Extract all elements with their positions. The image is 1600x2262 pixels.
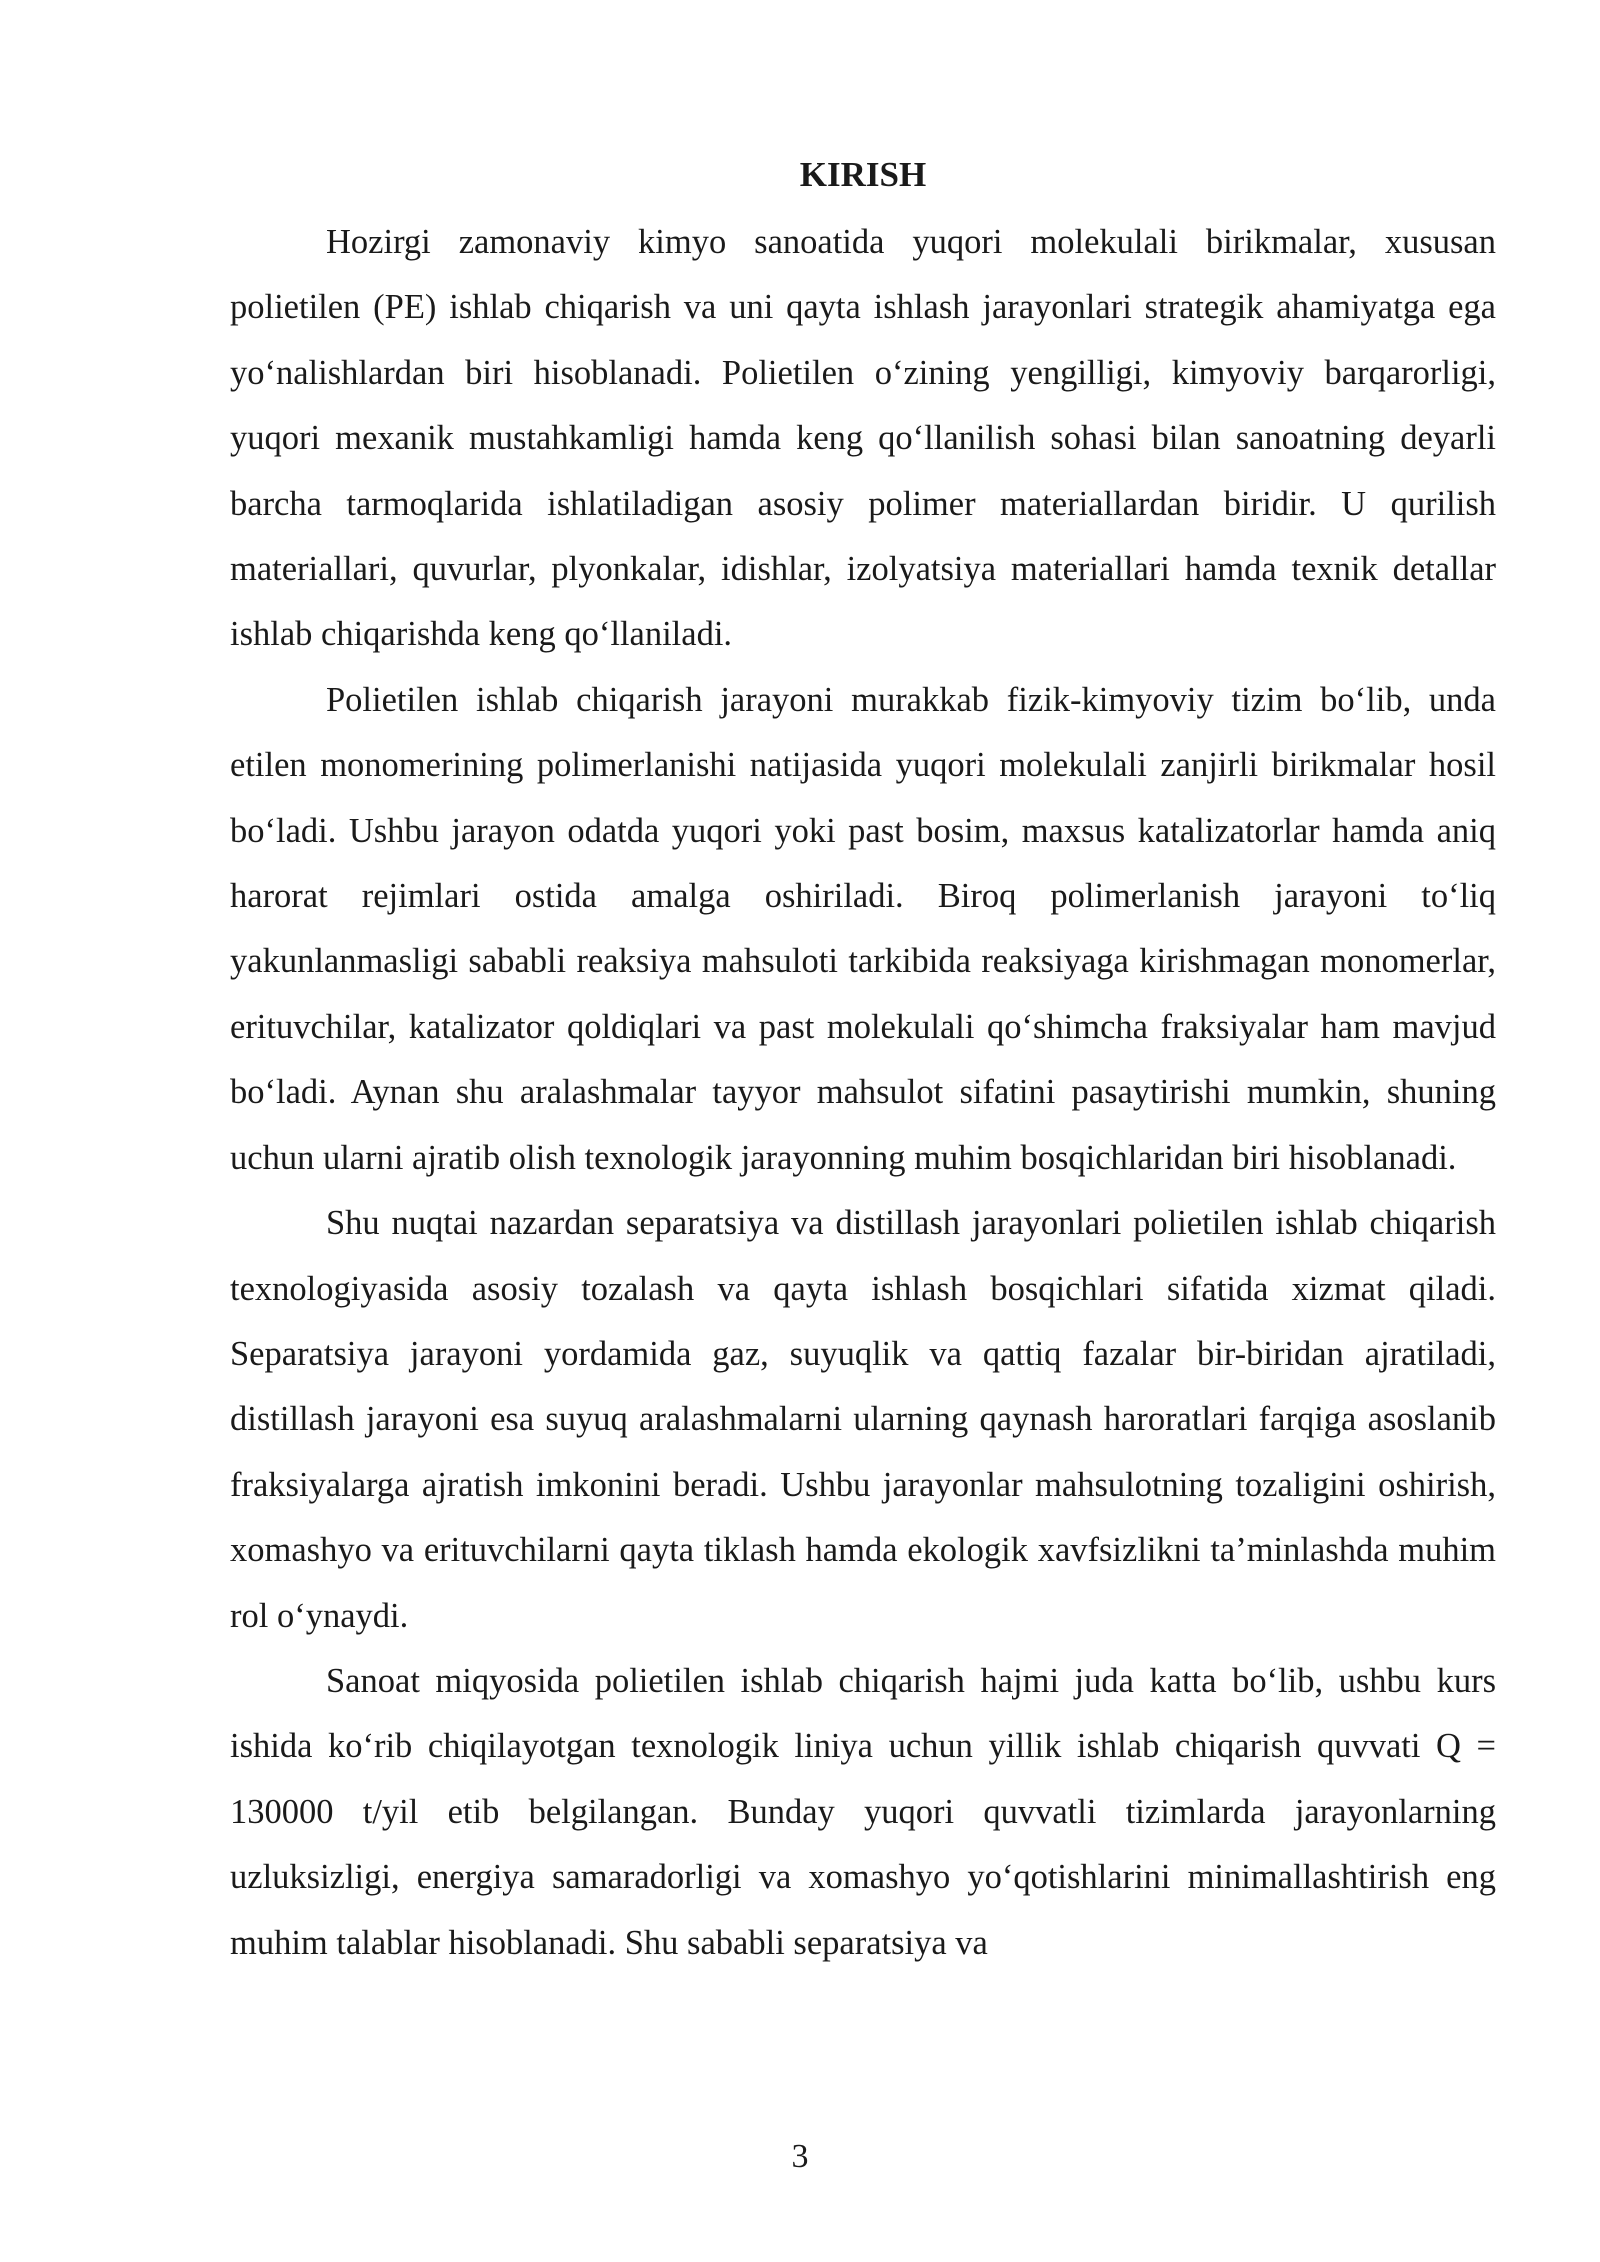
paragraph: Hozirgi zamonaviy kimyo sanoatida yuqori molekulali birikmalar, xususan polietilen (PE) ishlab chiqarish va uni qayta ishlash jarayonlari strategik ahamiyatga ega yo‘nalishlardan biri hisoblanadi. Polietilen o‘zining yengilligi, kimyoviy barqarorligi, yuqori mexanik mustahkamligi hamda keng qo‘llanilish sohasi bilan sanoatning deyarli barcha tarmoqlarida ishlatiladigan asosiy polimer materiallardan biridir. U qurilish materiallari, quvurlar, plyonkalar, idishlar, izolyatsiya materiallari hamda texnik detallar ishlab chiqarishda keng qo‘llaniladi. bbox=[230, 223, 1496, 654]
paragraph: Shu nuqtai nazardan separatsiya va distillash jarayonlari polietilen ishlab chiqarish texnologiyasida asosiy tozalash va qayta ishlash bosqichlari sifatida xizmat qiladi. Separatsiya jarayoni yordamida gaz, suyuqlik va qattiq fazalar bir-biridan ajratiladi, distillash jarayoni esa suyuq aralashmalarni ularning qaynash haroratlari farqiga asoslanib fraksiyalarga ajratish imkonini beradi. Ushbu jarayonlar mahsulotning tozaligini oshirish, xomashyo va erituvchilarni qayta tiklash hamda ekologik xavfsizlikni ta’minlashda muhim rol o‘ynaydi. bbox=[230, 1204, 1496, 1635]
paragraph: Sanoat miqyosida polietilen ishlab chiqarish hajmi juda katta bo‘lib, ushbu kurs ishida ko‘rib chiqilayotgan texnologik liniya uchun yillik ishlab chiqarish quvvati Q = 130000 t/yil etib belgilangan. Bunday yuqori quvvatli tizimlarda jarayonlarning uzluksizligi, energiya samaradorligi va xomashyo yo‘qotishlarini minimallashtirish eng muhim talablar hisoblanadi. Shu sababli separatsiya va bbox=[230, 1661, 1496, 1962]
body-text bbox=[230, 210, 1496, 1976]
section-title: KIRISH bbox=[799, 155, 927, 194]
page-number: 3 bbox=[791, 2138, 809, 2175]
paragraph: Polietilen ishlab chiqarish jarayoni murakkab fizik-kimyoviy tizim bo‘lib, unda etilen monomerining polimerlanishi natijasida yuqori molekulali zanjirli birikmalar hosil bo‘ladi. Ushbu jarayon odatda yuqori yoki past bosim, maxsus katalizatorlar hamda aniq harorat rejimlari ostida amalga oshiriladi. Biroq polimerlanish jarayoni to‘liq yakunlanmasligi sababli reaksiya mahsuloti tarkibida reaksiyaga kirishmagan monomerlar, erituvchilar, katalizator qoldiqlari va past molekulali qo‘shimcha fraksiyalar ham mavjud bo‘ladi. Aynan shu aralashmalar tayyor mahsulot sifatini pasaytirishi mumkin, shuning uchun ularni ajratib olish texnologik jarayonning muhim bosqichlaridan biri hisoblanadi. bbox=[230, 680, 1496, 1177]
